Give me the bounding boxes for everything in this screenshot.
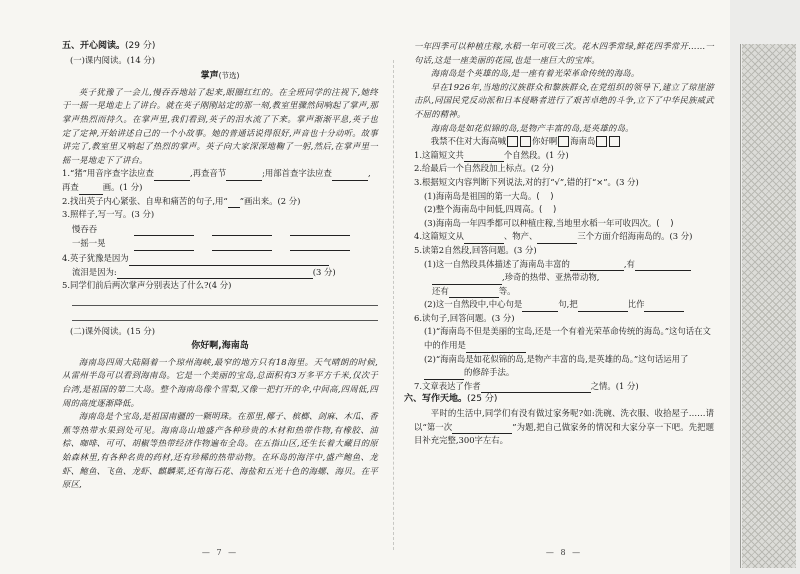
rq-6-2: (2)“海南岛是如花似锦的岛,是物产丰富的岛,是英雄的岛。”这句话运用了的修辞手法。	[414, 353, 714, 380]
hatched-margin	[742, 44, 796, 568]
page-7	[62, 40, 378, 560]
answer-blank[interactable]	[466, 342, 526, 353]
punct-box[interactable]	[507, 136, 518, 147]
answer-blank[interactable]	[570, 260, 624, 271]
answer-blank[interactable]	[332, 170, 368, 181]
example-row-2	[62, 237, 378, 251]
rq-2: 2.给最后一个自然段加上标点。(2 分)	[414, 163, 554, 174]
question-4: 4.英子犹豫是因为	[62, 252, 378, 266]
answer-blank[interactable]	[424, 369, 464, 380]
punctuation-line: 我禁不住对大海高喊 你好啊 海南岛	[414, 135, 714, 149]
page-divider	[393, 60, 394, 550]
answer-line[interactable]	[72, 308, 378, 321]
rq-3-1: (1)海南岛是祖国的第一大岛。( )	[424, 190, 554, 201]
example-row-1	[62, 223, 378, 237]
answer-blank[interactable]	[464, 151, 504, 162]
rq-1: 1.这篇短文共 个自然段。(1 分)	[414, 149, 714, 163]
rq-3: 3.根据短文内容判断下列说法,对的打“√”,错的打“×”。(3 分)	[414, 176, 639, 187]
answer-blank[interactable]	[432, 274, 502, 285]
page-number-8: — 8 —	[545, 548, 583, 558]
answer-line[interactable]	[72, 293, 378, 306]
rq-5: 5.读第2自然段,回答问题。(3 分)	[414, 244, 537, 255]
question-1: 1.“猪”用音序查字法应查 ,再查音节 ;用部首查字法应查 ,再查 画。(1 分)	[62, 167, 378, 194]
question-3: 3.照样子,写一写。(3 分)	[62, 209, 155, 220]
answer-blank[interactable]	[522, 301, 558, 312]
binding-margin	[730, 0, 800, 574]
question-5: 5.同学们前后两次掌声分别表达了什么?(4 分)	[62, 280, 232, 291]
punct-box[interactable]	[609, 136, 620, 147]
part2-title: (二)课外阅读。(15 分)	[70, 325, 156, 336]
answer-blank[interactable]	[481, 382, 591, 393]
page-8	[404, 40, 715, 560]
answer-blank[interactable]	[290, 240, 350, 251]
writing-prompt: 平时的生活中,同学们有没有做过家务呢?如:洗碗、洗衣服、收拾屋子……请以“第一次 ”为题,把自己做家务的情况和大家分享一下吧。先把题目补充完整,300字左右。	[414, 408, 715, 446]
passage2-para3: 早在1926年,当地的汉族群众和黎族群众,在党组织的领导下,建立了琼崖游击队,同国民党反动派和日本侵略者进行了艰苦卓绝的斗争,立下了中华民族威武不屈的精神。	[414, 81, 714, 119]
rq-3-2: (2)整个海南岛中间低,四周高。( )	[424, 204, 557, 215]
punct-box[interactable]	[558, 136, 569, 147]
example-word: 一摇一晃	[72, 238, 106, 249]
rq-5-1c: 还有 等。	[414, 285, 714, 299]
rq-5-1b: ,珍奇的热带、亚热带动物,	[414, 271, 714, 285]
example-word: 慢吞吞	[72, 223, 98, 234]
answer-blank[interactable]	[154, 170, 190, 181]
rq-5-1: (1)这一自然段具体描述了海南岛丰富的 ,有	[414, 258, 714, 272]
binding-edge	[740, 44, 741, 568]
answer-blank[interactable]	[290, 225, 350, 236]
section-6-title: 六、写作天地。(25 分)	[404, 394, 498, 405]
rq-7: 7.文章表达了作者 之情。(1 分)	[414, 380, 714, 394]
rq-3-3: (3)海南岛一年四季都可以种植庄稼,当地里水稻一年可收四次。( )	[424, 217, 674, 228]
question-2: 2.找出英子内心紧张、自卑和痛苦的句子,用“ ”画出来。(2 分)	[62, 195, 378, 209]
punct-box[interactable]	[596, 136, 607, 147]
passage1-text: 英子犹豫了一会儿,慢吞吞地站了起来,眼圈红红的。在全班同学的注视下,她终于一摇一晃地走上了讲台。就在英子刚刚站定的那一刻,教室里骤然间响起了掌声,那掌声热烈而持久。在掌声里,我们看到,英子的泪水流了下来。掌声渐渐平息,英子也定了定神,开始讲述自己的一个小故事。她的普通话说得很好,声音也十分动听。故事讲完了,教室里又响起了热烈的掌声。英子向大家深深地鞠了一躬,然后,在掌声里一摇一晃地走下了讲台。	[62, 86, 378, 165]
title-blank[interactable]	[452, 423, 512, 434]
passage1-title: 掌声(节选)	[200, 71, 240, 82]
answer-blank[interactable]	[578, 301, 628, 312]
rq-6-1: (1)“海南岛不但是美丽的宝岛,还是一个有着光荣革命传统的海岛。”这句话在文中的作用是	[414, 325, 714, 352]
answer-blank[interactable]	[464, 233, 504, 244]
passage2-para4: 海南岛是如花似锦的岛,是物产丰富的岛,是英雄的岛。	[430, 122, 634, 133]
rq-4: 4.这篇短文从 、物产、 三个方面介绍海南岛的。(3 分)	[414, 230, 714, 244]
answer-blank[interactable]	[212, 225, 272, 236]
answer-blank[interactable]	[212, 240, 272, 251]
question-4b: 流泪是因为: (3 分)	[62, 266, 378, 280]
passage2-title: 你好啊,海南岛	[191, 341, 249, 352]
answer-blank[interactable]	[537, 233, 577, 244]
passage2-hero: 海南岛是个英雄的岛,是一座有着光荣革命传统的海岛。	[430, 68, 640, 79]
answer-blank[interactable]	[644, 301, 684, 312]
answer-blank[interactable]	[117, 268, 313, 279]
underline-sample	[228, 197, 240, 208]
answer-blank[interactable]	[79, 184, 103, 195]
section-5-title: 五、开心阅读。(29 分)	[62, 41, 156, 51]
passage2-continued: 一年四季可以种植庄稼,水稻一年可收三次。花木四季常绿,鲜花四季常开……一句话,这是一座美丽的花园,也是一座巨大的宝库。	[414, 41, 714, 65]
passage2-para1: 海南岛四周大陆隔着一个琼州海峡,最窄的地方只有18海里。天气晴朗的时候,从雷州半岛可以看到海南岛。它是一个美丽的宝岛,总面积有3万多平方千米,仅次于台湾,是祖国的第二大岛。整个海南岛像个雪梨,又像一把打开的伞,中间高,四周低,四周的高度逐渐降低。	[62, 356, 378, 408]
punct-box[interactable]	[520, 136, 531, 147]
answer-blank[interactable]	[129, 255, 329, 266]
part1-title: (一)课内阅读。(14 分)	[70, 54, 156, 65]
answer-blank[interactable]	[134, 240, 194, 251]
rq-6: 6.读句子,回答问题。(3 分)	[414, 312, 515, 323]
answer-blank[interactable]	[134, 225, 194, 236]
rq-5-2: (2)这一自然段中,中心句是 句,把 比作	[414, 298, 714, 312]
answer-blank[interactable]	[226, 170, 262, 181]
passage2-para2: 海南岛是个宝岛,是祖国南疆的一颗明珠。在那里,椰子、槟榔、剑麻、木瓜、香蕉等热带水果到处可见。海南岛山地盛产各种珍贵的木材和热带作物,有橡胶、油棕、咖啡、可可、胡椒等热带经济作物遍布全岛。在五指山区,还生长着大藏目的原始森林里,有各种名贵的药材,还有珍稀的热带动物。在环岛的海洋中,盛产鲍鱼、龙虾、鲍鱼、飞鱼、龙虾、麒麟菜,还有海石花、海盐和五光十色的海螺、海贝。在平原区,	[62, 411, 378, 490]
answer-blank[interactable]	[635, 260, 691, 271]
answer-blank[interactable]	[449, 287, 499, 298]
page-number-7: — 7 —	[201, 548, 239, 558]
